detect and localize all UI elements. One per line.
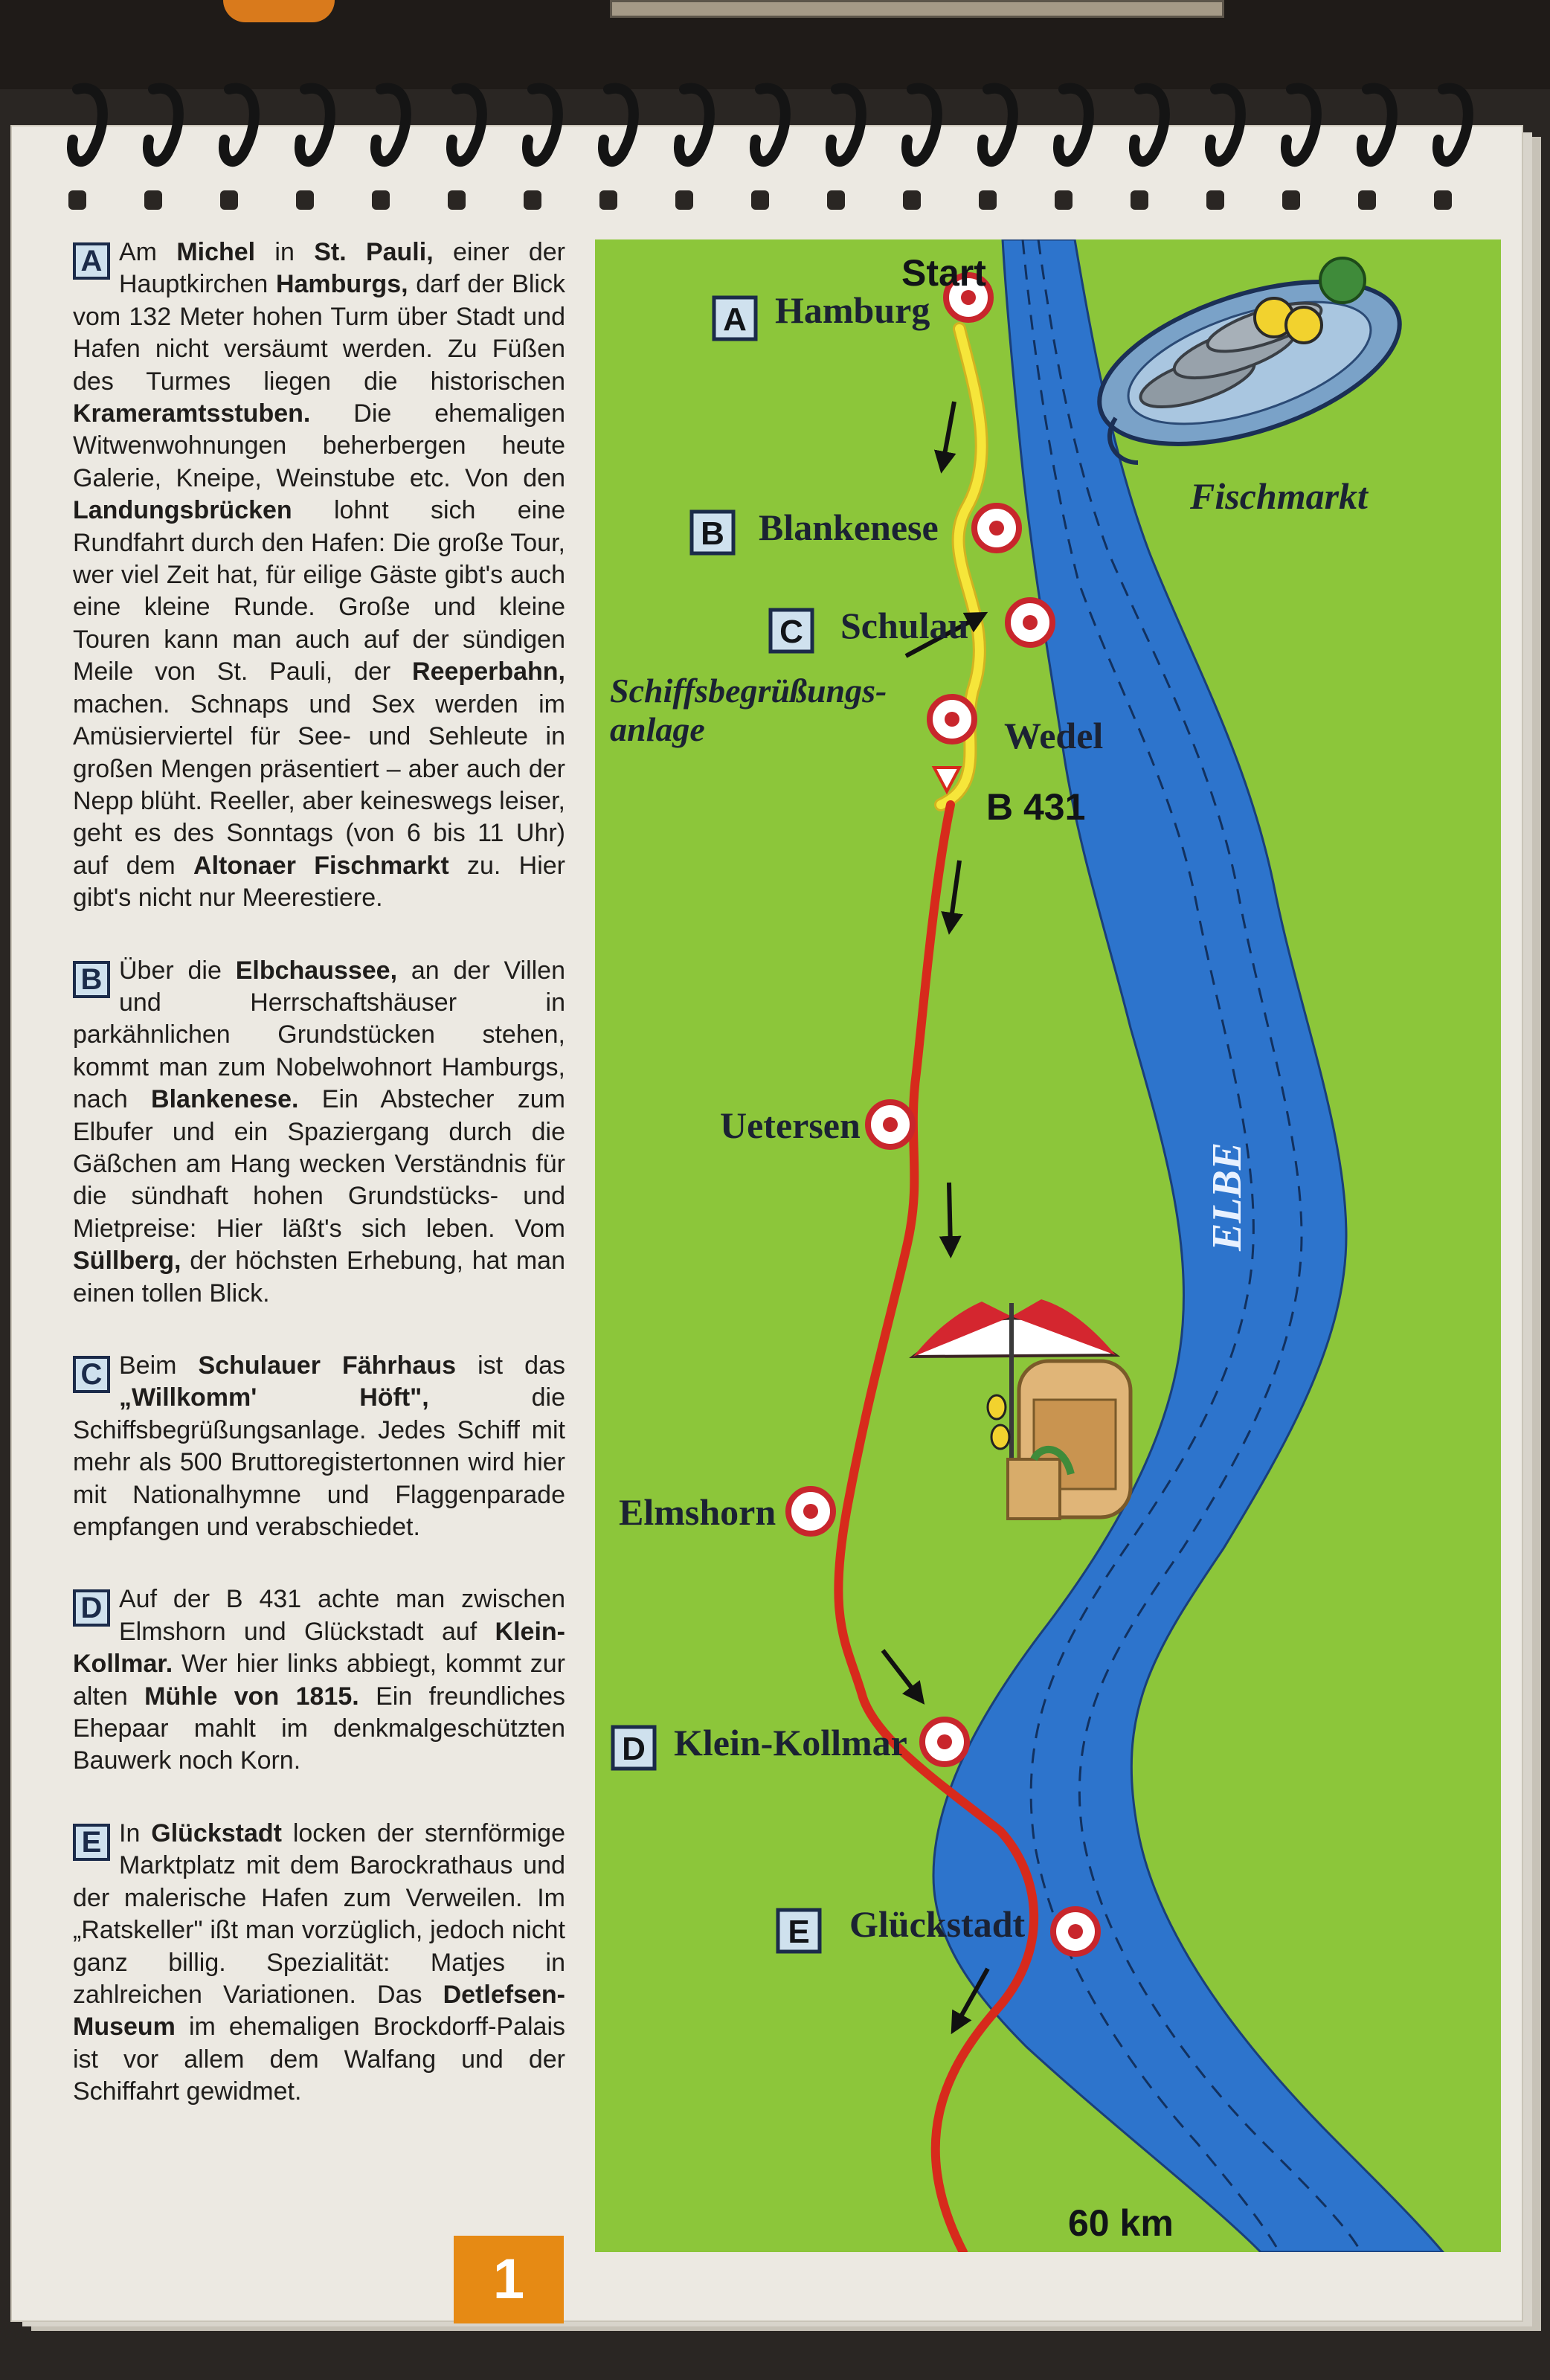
- binding-hole: [1131, 190, 1148, 210]
- schiffs-label: anlage: [610, 710, 705, 748]
- stop-label-schulau: Schulau: [840, 605, 969, 646]
- paragraph-d: D Auf der B 431 achte man zwischen Elmshorn und Glückstadt auf Klein-Kollmar. Wer hier links abbiegt, kommt zur alten Mühle von 1815. Ein freundliches Ehepaar mahlt im denkmalgeschützten Bauwerk noch Korn.: [73, 1585, 565, 1775]
- start-label: Start: [901, 252, 986, 294]
- paragraph-a: A Am Michel in St. Pauli, einer der Hauptkirchen Hamburgs, darf der Blick vom 132 Meter hohen Turm über Stadt und Hafen nicht versäumt werden. Zu Füßen des Turmes liegen die historischen Krameramtsstuben. Die ehemaligen Witwenwohnungen beherbergen heute Galerie, Kneipe, Weinstube etc. Von den Landungsbrücken lohnt sich eine Rundfahrt durch den Hafen: Die große Tour, wer viel Zeit hat, für eilige Gäste gibt's auch eine kleine Runde. Große und kleine Touren kann man auch auf der sündigen Meile von St. Pauli, der Reeperbahn, machen. Schnaps und Sex werden im Amüsierviertel für See- und Sehleute in großen Mengen präsentiert – aber auch der Nepp blüht. Reeller, aber keineswegs leiser, geht es des Sonntags (von 6 bis 11 Uhr) auf dem Altonaer Fischmarkt zu. Hier gibt's nicht nur Meerestiere.: [73, 238, 566, 913]
- binding-coil: [376, 89, 406, 161]
- map-letter-badge-e: [778, 1910, 820, 1952]
- binding-hole: [1282, 190, 1300, 210]
- letter-badge-b: B: [73, 961, 110, 998]
- binding-hole: [1206, 190, 1224, 210]
- letter-badge-a: A: [73, 242, 110, 280]
- stop-label-klein-kollmar: Klein-Kollmar: [674, 1722, 907, 1763]
- stop-label-uetersen: Uetersen: [720, 1104, 861, 1146]
- binding-coil: [1438, 89, 1468, 161]
- map-letter-badge-a: [714, 298, 756, 339]
- photo-strip: [610, 0, 1224, 18]
- svg-text:B: B: [701, 515, 724, 552]
- binding-coil: [1134, 89, 1165, 161]
- binding-hole: [599, 190, 617, 210]
- binding-coil: [1362, 89, 1392, 161]
- binding-hole: [524, 190, 541, 210]
- distance-label: 60 km: [1068, 2202, 1174, 2244]
- binding-coil: [983, 89, 1013, 161]
- direction-arrow: [949, 1183, 951, 1247]
- binding-hole: [751, 190, 769, 210]
- binding-coil: [1058, 89, 1089, 161]
- binding-coil: [907, 89, 937, 161]
- binding-hole: [220, 190, 238, 210]
- binding-coil: [603, 89, 634, 161]
- map-letter-badge-b: [692, 512, 733, 553]
- binding-coil: [831, 89, 861, 161]
- stop-label-blankenese: Blankenese: [759, 506, 939, 548]
- stop-marker-glueckstadt: [1053, 1909, 1098, 1954]
- letter-badge-c: C: [73, 1356, 110, 1393]
- stop-marker-wedel: [930, 697, 974, 742]
- binding-hole: [1055, 190, 1073, 210]
- stop-marker-uetersen: [868, 1102, 913, 1147]
- letter-badge-d: D: [73, 1589, 110, 1627]
- stop-marker-elmshorn: [788, 1489, 833, 1534]
- orange-tab: [223, 0, 335, 22]
- stop-marker-schulau: [1008, 600, 1052, 645]
- map-letter-badge-d: [613, 1727, 655, 1769]
- stop-label-glueckstadt: Glückstadt: [849, 1903, 1026, 1945]
- stop-label-hamburg: Hamburg: [775, 289, 930, 331]
- paragraph-b: B Über die Elbchaussee, an der Villen und Herrschaftshäuser in parkähnlichen Grundstücken stehen, kommt man zum Nobelwohnort Hamburgs, nach Blankenese. Ein Abstecher zum Elbufer und ein Spaziergang durch die Gäßchen am Hang wecken Verständnis für die sündhaft hohen Grundstücks- und Mietpreise: Hier läßt's sich leben. Vom Süllberg, der höchsten Erhebung, hat man einen tollen Blick.: [73, 956, 565, 1308]
- binding-hole: [296, 190, 314, 210]
- svg-text:A: A: [723, 301, 747, 338]
- binding-coil: [1286, 89, 1316, 161]
- paragraph-c: C Beim Schulauer Fährhaus ist das „Willkomm' Höft", die Schiffsbegrüßungsanlage. Jedes Schiff mit mehr als 500 Bruttoregistertonnen wird hier mit Nationalhymne und Flaggenparade empfangen und verabschiedet.: [73, 1351, 565, 1542]
- elbe-river-label: ELBE: [1204, 1142, 1250, 1251]
- binding-hole: [1358, 190, 1376, 210]
- binding-coil: [224, 89, 254, 161]
- svg-text:E: E: [788, 1914, 810, 1950]
- road-label: B 431: [986, 786, 1086, 828]
- binding-hole: [827, 190, 845, 210]
- svg-text:D: D: [622, 1731, 646, 1767]
- stop-marker-blankenese: [974, 506, 1019, 550]
- stop-label-wedel: Wedel: [1004, 715, 1104, 756]
- binding-coil: [72, 89, 103, 161]
- fischmarkt-label: Fischmarkt: [1190, 475, 1368, 517]
- stop-marker-klein-kollmar: [922, 1720, 967, 1764]
- schiffs-label: Schiffsbegrüßungs-: [610, 672, 887, 710]
- page-number-badge: 1: [454, 2236, 564, 2323]
- binding-hole: [448, 190, 466, 210]
- binding-coil: [451, 89, 482, 161]
- stop-label-elmshorn: Elmshorn: [619, 1491, 776, 1533]
- binding-hole: [372, 190, 390, 210]
- spiral-binding: [0, 45, 1550, 216]
- binding-coil: [679, 89, 710, 161]
- route-map: [595, 239, 1501, 2252]
- binding-hole: [979, 190, 997, 210]
- binding-hole: [675, 190, 693, 210]
- binding-coil: [148, 89, 179, 161]
- svg-text:C: C: [779, 614, 803, 650]
- binding-hole: [903, 190, 921, 210]
- paragraph-e: E In Glückstadt locken der sternförmige Marktplatz mit dem Barockrathaus und der malerische Hafen zum Verweilen. Im „Ratskeller" ißt man vorzüglich, jedoch nicht ganz billig. Spezialität: Matjes in zahlreichen Variationen. Das Detlefsen-Museum im ehemaligen Brockdorff-Palais ist vor allem dem Walfang und der Schiffahrt gewidmet.: [73, 1818, 565, 2106]
- binding-coil: [527, 89, 558, 161]
- binding-hole: [144, 190, 162, 210]
- binding-hole: [1434, 190, 1452, 210]
- letter-badge-e: E: [73, 1824, 110, 1861]
- map-letter-badge-c: [771, 610, 812, 652]
- binding-coil: [755, 89, 785, 161]
- binding-hole: [68, 190, 86, 210]
- tour-description-column: [73, 237, 565, 2149]
- binding-coil: [1210, 89, 1241, 161]
- binding-coil: [300, 89, 330, 161]
